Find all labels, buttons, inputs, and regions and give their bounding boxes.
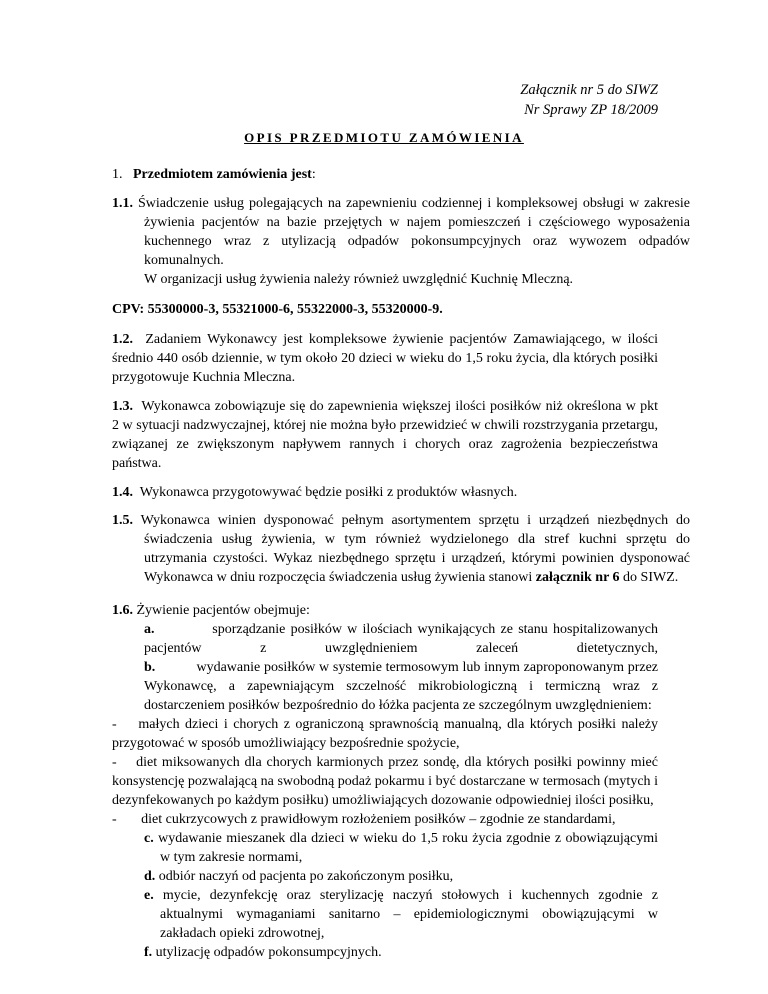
paragraph-1-6 [112, 601, 658, 620]
attachment-header [520, 80, 658, 120]
list-letter: c. [144, 831, 154, 846]
dash-item-diabetic-diets: - diet cukrzycowych z prawidłowym rozłożeniem posiłków – zgodnie ze standardami, [112, 812, 616, 827]
cpv-codes [112, 300, 658, 319]
paragraph-number: 1.1. [112, 196, 133, 211]
paragraph-1-2 [112, 330, 658, 387]
section-1-heading: 1. Przedmiotem zamówienia jest: [112, 167, 316, 182]
paragraph-1-4 [112, 483, 658, 502]
section-1-title: Przedmiotem zamówienia jest [133, 167, 312, 182]
paragraph-text: Wykonawca zobowiązuje się do zapewnienia większej ilości posiłków niż określona w pkt 2 w sytuacji nadzwyczajnej, której nie można było przewidzieć w chwili rozstrzygania przetargu, związanej ze zwiększonym napływem rannych i chorych oraz zagrożenia bezpieczeństwa państwa. [112, 399, 659, 471]
paragraph-text: Zadaniem Wykonawcy jest kompleksowe żywienie pacjentów Zamawiającego, w ilości średnio 440 osób dziennie, w tym około 20 dzieci w wieku do 1,5 roku życia, dla których posiłki przygotowuje Kuchnia Mleczna. [112, 332, 658, 385]
list-letter: e. [144, 888, 154, 903]
paragraph-number: 1.6. [112, 603, 133, 618]
cpv-label: CPV: [112, 302, 145, 317]
paragraph-1-1-note: W organizacji usług żywienia należy również uwzględnić Kuchnię Mleczną. [144, 272, 574, 287]
list-item-b: b. wydawanie posiłków w systemie termosowym lub innym zaproponowanym przez Wykonawcę, a zapewniającym szczelność mikrobiologiczną i termiczną wraz z dostarczeniem posiłków bezpośrednio do łóżka pacjenta ze szczególnym uwzględnieniem: [144, 660, 659, 713]
paragraph-text: Świadczenie usług polegających na zapewnieniu codziennej i kompleksowej obsługi w zakresie żywienia pacjentów na bazie przejętych w najem pomieszczeń i częściowego wyposażenia kuchennego wraz z utylizacją odpadów pokonsumpcyjnych oraz wywozem odpadów komunalnych. [137, 196, 691, 268]
attachment-label: Załącznik nr 5 do SIWZ [520, 82, 658, 98]
list-letter: f. [144, 945, 153, 960]
list-item-f: f. utylizację odpadów pokonsumpcyjnych. [144, 945, 382, 960]
paragraph-number: 1.4. [112, 485, 133, 500]
list-item-d: d. odbiór naczyń od pacjenta po zakończonym posiłku, [144, 869, 454, 884]
list-letter: d. [144, 869, 156, 884]
list-letter: b. [144, 660, 156, 675]
paragraph-number: 1.3. [112, 399, 133, 414]
case-number: Nr Sprawy ZP 18/2009 [524, 102, 658, 118]
cpv-values: 55300000-3, 55321000-6, 55322000-3, 55320000-9. [147, 302, 443, 317]
list-item-a: a. sporządzanie posiłków w ilościach wynikających ze stanu hospitalizowanych pacjentów z uwzględnieniem zaleceń dietetycznych, [144, 622, 658, 656]
paragraph-text: Żywienie pacjentów obejmuje: [136, 603, 310, 618]
list-item-e: e. mycie, dezynfekcję oraz sterylizację naczyń stołowych i kuchennych zgodnie z aktualnymi wymaganiami sanitarno – epidemiologicznymi obowiązującymi w zakładach opieki zdrowotnej, [144, 888, 658, 941]
paragraph-text: Wykonawca winien dysponować pełnym asortymentem sprzętu i urządzeń niezbędnych do świadczenia usług żywienia, w tym również wydzielonego dla stref kuchni sprzętu do utrzymania czystości. Wykaz niezbędnego sprzętu i urządzeń, którymi powinien dysponować Wykonawca w dniu rozpoczęcia świadczenia usług żywienia stanowi [140, 513, 690, 585]
paragraph-number: 1.5. [112, 513, 133, 528]
attachment-reference: załącznik nr 6 [535, 570, 620, 585]
list-item-c: c. wydawanie mieszanek dla dzieci w wieku do 1,5 roku życia zgodnie z obowiązującymi w tym zakresie normami, [144, 831, 658, 865]
paragraph-number: 1.2. [112, 332, 133, 347]
list-letter: a. [144, 622, 155, 637]
paragraph-1-1 [112, 194, 690, 270]
dash-item-children: - małych dzieci i chorych z ograniczoną sprawnością manualną, dla których posiłki należy przygotować w sposób umożliwiający bezpośrednie spożycie, [112, 717, 658, 751]
paragraph-1-3 [112, 397, 658, 473]
section-1-number: 1. [112, 167, 123, 182]
document-title: OPIS PRZEDMIOTU ZAMÓWIENIA [244, 130, 524, 145]
dash-item-mixed-diets: - diet miksowanych dla chorych karmionych przez sondę, dla których posiłki powinny mieć konsystencję pozwalającą na swobodną podaż pokarmu i być dostarczane w termosach (mytych i dezynfekowanych po każdym posiłku) umożliwiających dozowanie odpowiedniej ilości posiłku, [112, 755, 658, 808]
paragraph-text: Wykonawca przygotowywać będzie posiłki z produktów własnych. [139, 485, 518, 500]
paragraph-1-5: 1.5. Wykonawca winien dysponować pełnym asortymentem sprzętu i urządzeń niezbędnych do świadczenia usług żywienia, w tym również wydzielonego dla stref kuchni sprzętu do utrzymania czystości. Wykaz niezbędnego sprzętu i urządzeń, którymi powinien dysponować Wykonawca w dniu rozpoczęcia świadczenia usług żywienia stanowi załącznik nr 6 do SIWZ. [112, 513, 690, 585]
